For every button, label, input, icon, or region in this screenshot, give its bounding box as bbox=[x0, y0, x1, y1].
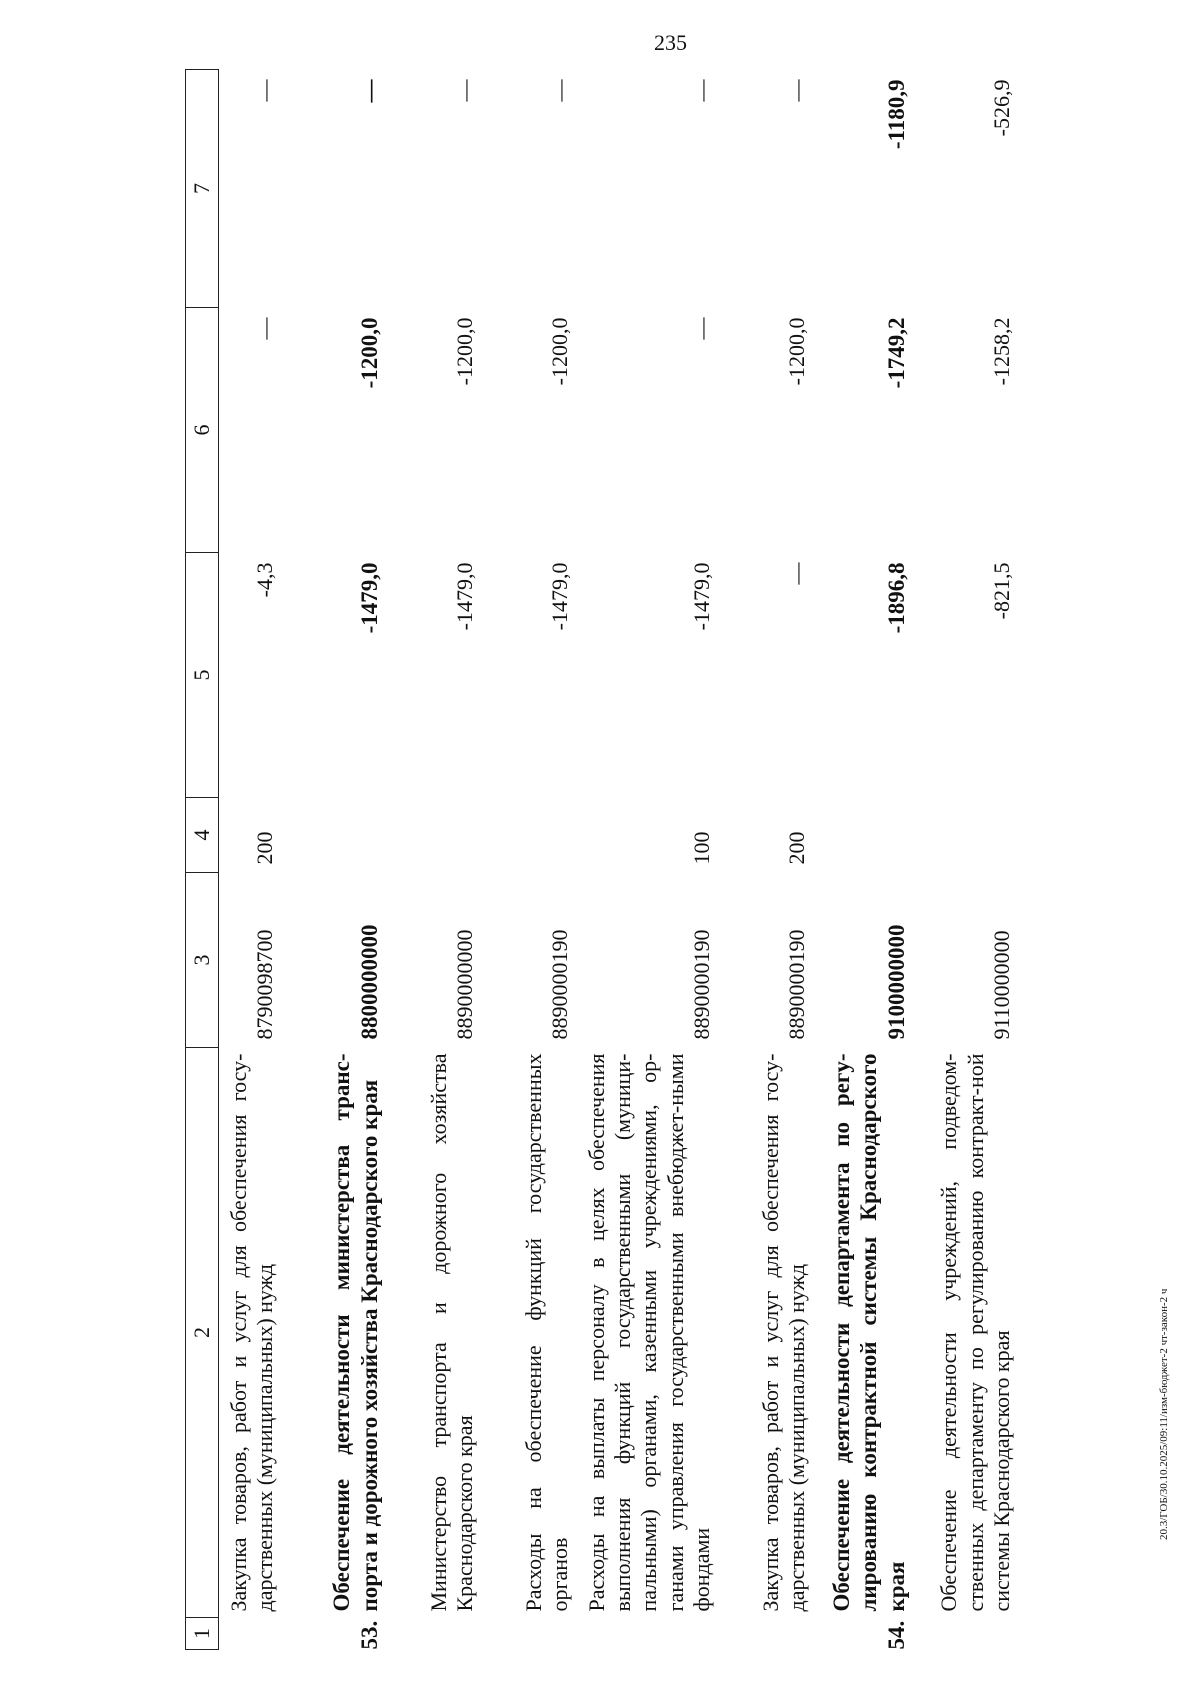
row-code: 8890000000 bbox=[452, 929, 478, 1040]
row-group: 200 bbox=[252, 831, 278, 865]
row-name: Закупка товаров, работ и услуг для обеспечения госу-дарственных (муниципальных) нужд bbox=[225, 1053, 278, 1612]
row-value-col6: -1200,0 bbox=[784, 317, 810, 386]
table-header-row bbox=[186, 70, 219, 1650]
row-value-col7: -1180,9 bbox=[883, 79, 909, 150]
row-code: 8790098700 bbox=[252, 929, 278, 1040]
header-col-3: 3 bbox=[186, 873, 219, 1048]
row-number: 53. bbox=[356, 1620, 382, 1650]
row-value-col6: -1258,2 bbox=[989, 317, 1015, 386]
header-col-5: 5 bbox=[186, 553, 219, 798]
row-number bbox=[725, 1618, 820, 1650]
table-row bbox=[489, 70, 584, 1650]
row-value-col6: -1749,2 bbox=[883, 317, 909, 389]
row-value-col7: — bbox=[356, 79, 382, 103]
row-name: Расходы на выплаты персоналу в целях обеспечения выполнения функций государственными (муници-пальными) органами, казенными учреждениями, ор-ганами управления государственными внебюджет-ными фондами bbox=[583, 1053, 715, 1612]
row-name: Обеспечение деятельности департамента по регу-лированию контрактной системы Краснодарского края bbox=[828, 1053, 909, 1612]
row-number bbox=[489, 1618, 584, 1650]
row-number: 54. bbox=[883, 1620, 909, 1650]
rotated-table-container bbox=[185, 70, 1185, 1650]
table-row bbox=[820, 70, 920, 1650]
row-group bbox=[394, 798, 489, 873]
row-code: 8890000190 bbox=[689, 929, 715, 1040]
row-group bbox=[820, 798, 920, 873]
row-code: 8890000190 bbox=[547, 929, 573, 1040]
table-row bbox=[219, 70, 289, 1650]
header-col-1: 1 bbox=[186, 1618, 219, 1650]
row-code: 9110000000 bbox=[989, 930, 1015, 1040]
row-value-col5: -1479,0 bbox=[356, 562, 382, 634]
row-number bbox=[584, 1618, 726, 1650]
header-col-6: 6 bbox=[186, 308, 219, 553]
row-number bbox=[394, 1618, 489, 1650]
row-name: Расходы на обеспечение функций государственных органов bbox=[520, 1053, 573, 1612]
row-value-col7: — bbox=[252, 79, 278, 102]
header-col-2: 2 bbox=[186, 1048, 219, 1618]
row-value-col6: -1200,0 bbox=[452, 317, 478, 386]
row-value-col5: — bbox=[784, 562, 810, 585]
row-value-col5: -1479,0 bbox=[689, 562, 715, 631]
row-value-col7: — bbox=[547, 79, 573, 102]
row-value-col7: — bbox=[452, 79, 478, 102]
row-value-col5: -1479,0 bbox=[452, 562, 478, 631]
row-value-col5: -4,3 bbox=[252, 562, 278, 598]
row-group bbox=[489, 798, 584, 873]
row-value-col7: — bbox=[689, 79, 715, 102]
page-number: 235 bbox=[654, 30, 687, 55]
row-code: 8890000190 bbox=[784, 929, 810, 1040]
row-group: 200 bbox=[784, 831, 810, 865]
row-name: Обеспечение деятельности министерства транс-порта и дорожного хозяйства Краснодарского края bbox=[329, 1053, 382, 1612]
table-row bbox=[394, 70, 489, 1650]
row-code: 9100000000 bbox=[883, 924, 909, 1040]
row-value-col6: -1200,0 bbox=[356, 317, 382, 389]
table-row bbox=[920, 70, 1025, 1650]
table-row bbox=[289, 70, 394, 1650]
header-col-7: 7 bbox=[186, 70, 219, 308]
row-group bbox=[920, 798, 1025, 873]
row-value-col6: -1200,0 bbox=[547, 317, 573, 386]
header-col-4: 4 bbox=[186, 798, 219, 873]
row-value-col5: -1896,8 bbox=[883, 562, 909, 634]
row-value-col6: — bbox=[252, 317, 278, 340]
row-name: Закупка товаров, работ и услуг для обеспечения госу-дарственных (муниципальных) нужд bbox=[757, 1053, 810, 1612]
row-value-col7: — bbox=[784, 79, 810, 102]
table-row bbox=[584, 70, 726, 1650]
row-name: Обеспечение деятельности учреждений, подведом-ственных департаменту по регулированию контракт-ной системы Краснодарского края bbox=[936, 1053, 1015, 1612]
row-number bbox=[920, 1618, 1025, 1650]
row-code: 8800000000 bbox=[356, 924, 382, 1040]
row-group: 100 bbox=[689, 831, 715, 865]
table-row bbox=[725, 70, 820, 1650]
row-group bbox=[289, 798, 394, 873]
row-number bbox=[219, 1618, 289, 1650]
row-value-col5: -1479,0 bbox=[547, 562, 573, 631]
row-name: Министерство транспорта и дорожного хозяйства Краснодарского края bbox=[425, 1053, 478, 1612]
row-value-col5: -821,5 bbox=[989, 562, 1015, 620]
document-footer-code: 20.3/ГОБ/30.10.2025/09:11/изм-бюджет-2 чт-закон-2 ч bbox=[1158, 1288, 1170, 1540]
row-value-col7: -526,9 bbox=[989, 79, 1015, 137]
budget-table bbox=[185, 69, 1025, 1650]
row-value-col6: — bbox=[689, 317, 715, 340]
